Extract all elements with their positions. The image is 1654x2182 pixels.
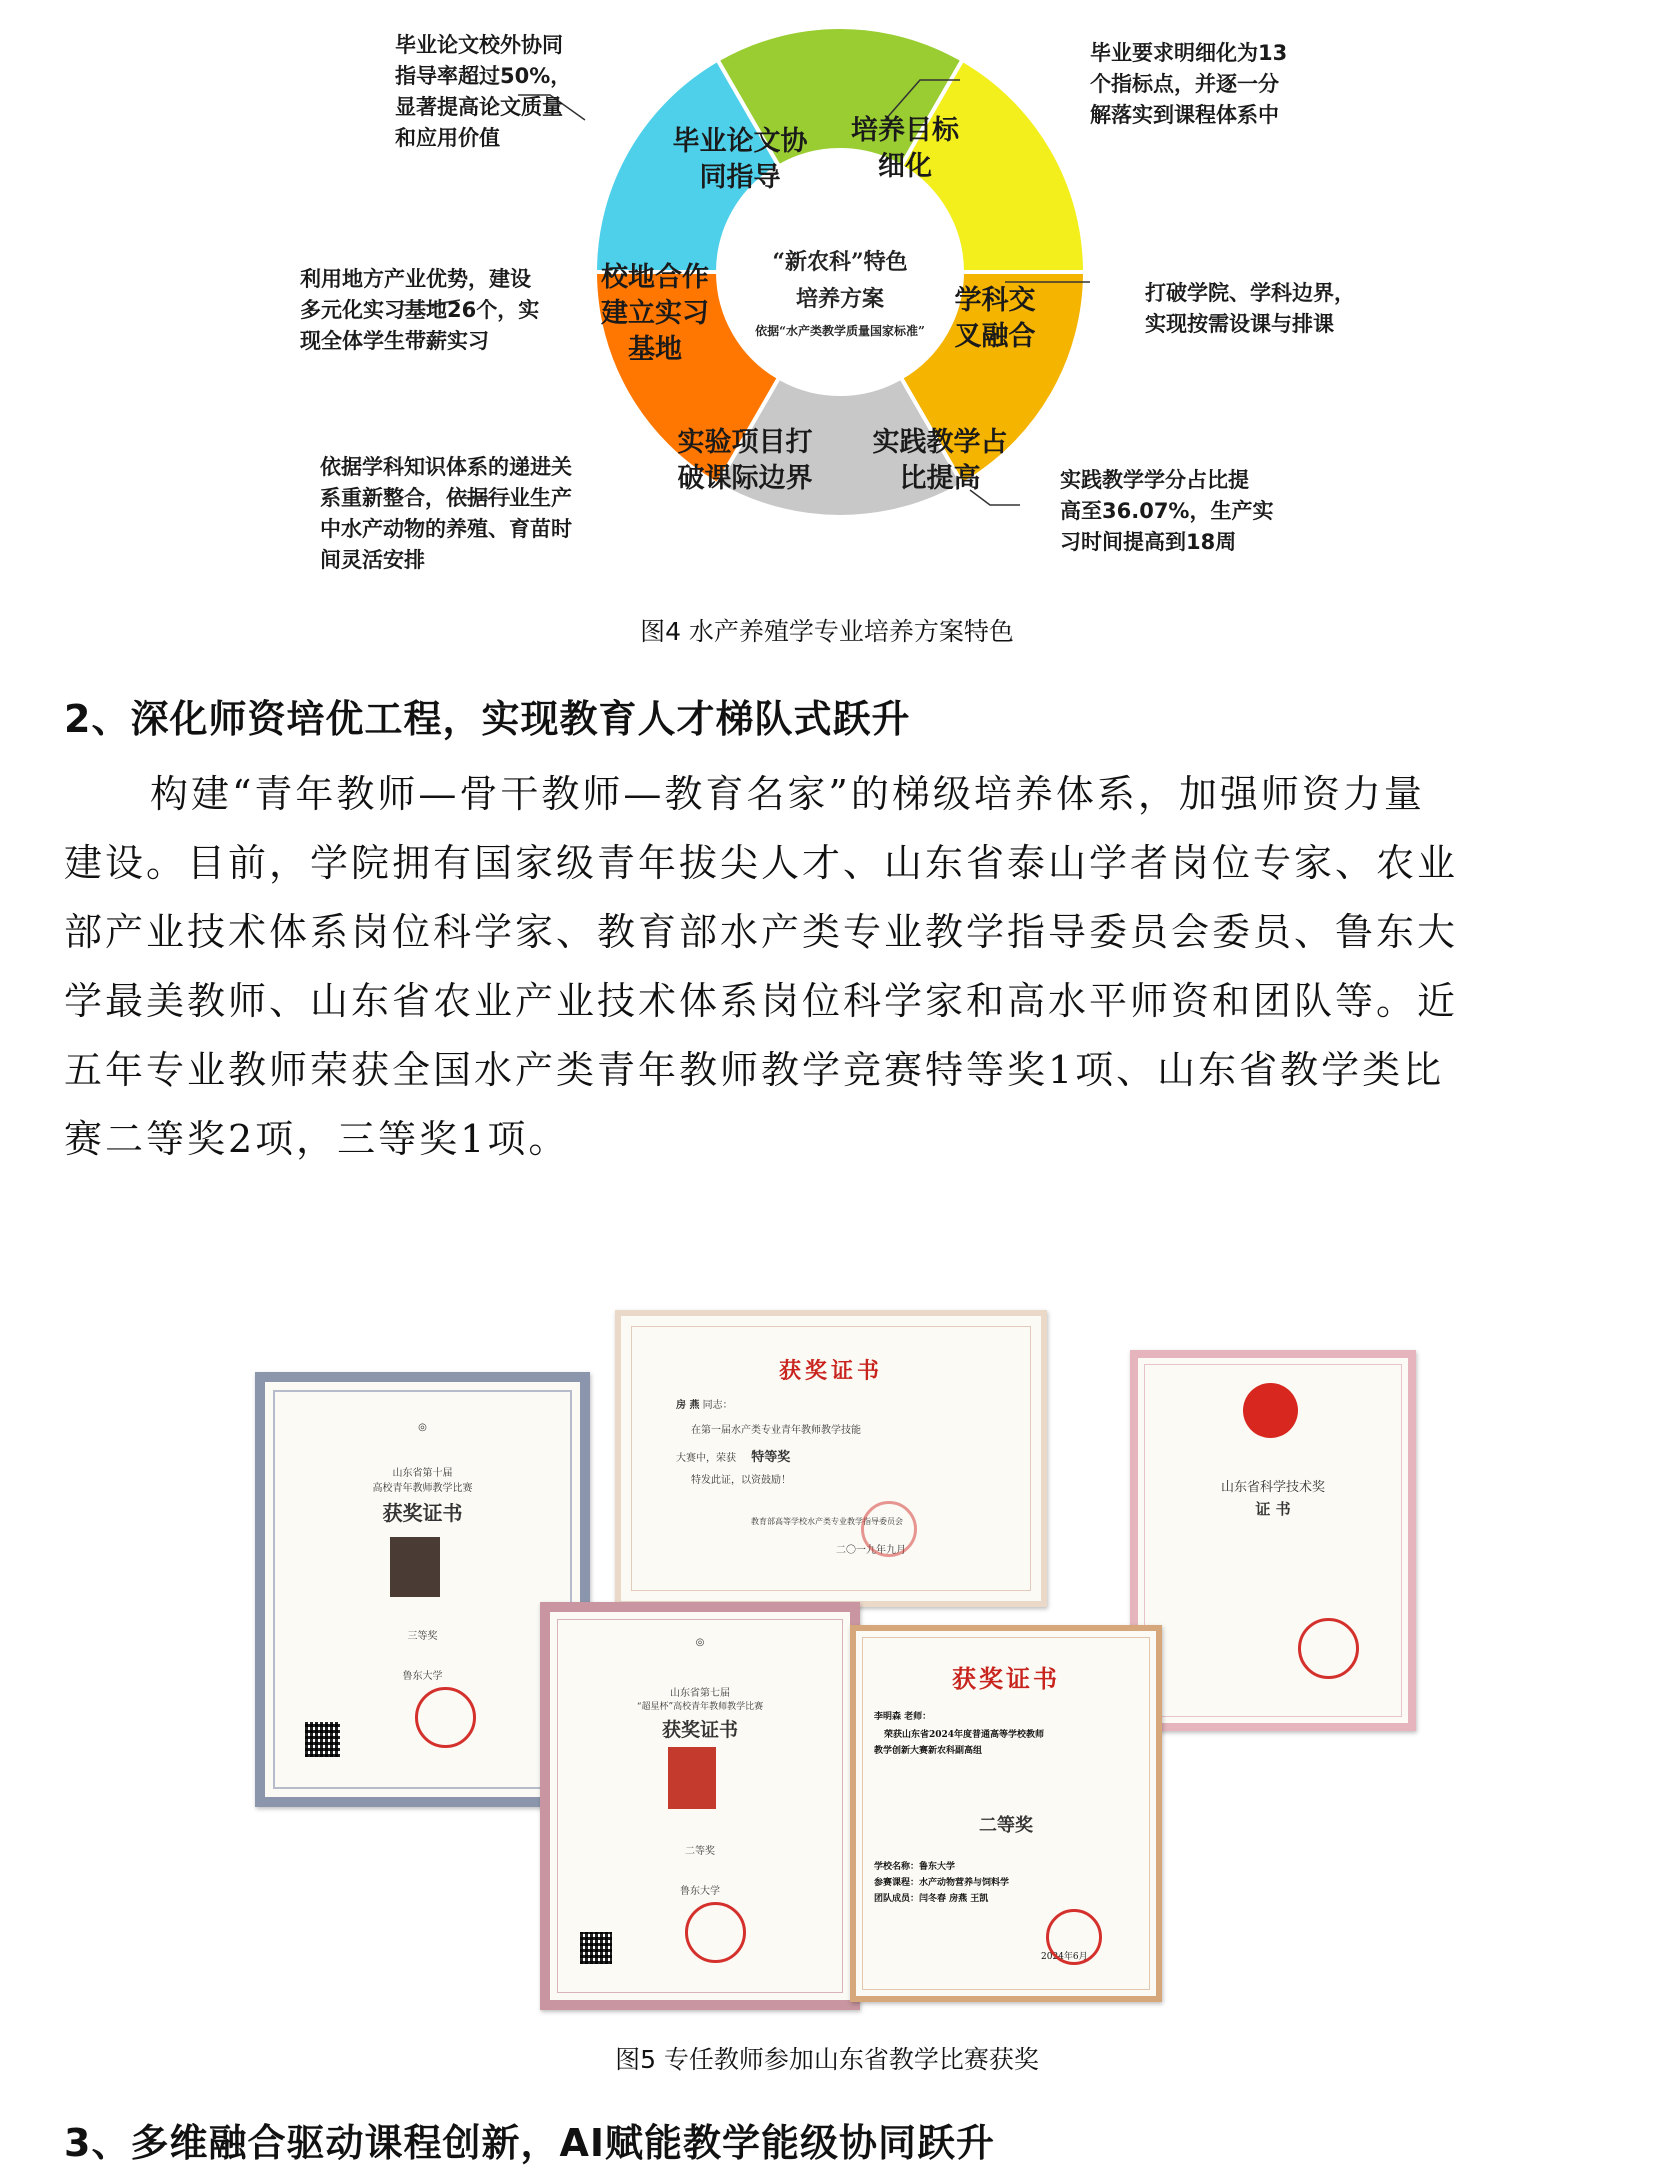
- segment-label-experiment: 实验项目打 破课际边界: [677, 427, 813, 494]
- center-note: 依据“水产类教学质量国家标准”: [755, 324, 925, 338]
- certificate-4-body1: 荣获山东省2024年度普通高等学校教师: [884, 1730, 1045, 1740]
- certificate-4-date: 2024年6月: [1041, 1952, 1088, 1962]
- paragraph-line: 五年专业教师荣获全国水产类青年教师教学竞赛特等奖1项、山东省教学类比: [64, 1048, 1445, 1092]
- figure-5-caption: 图5 专任教师参加山东省教学比赛获奖: [615, 2045, 1039, 2074]
- certificate-4-name: 李明森 老师：: [874, 1712, 932, 1722]
- certificate-4-title: 获奖证书: [952, 1664, 1060, 1693]
- segment-label-interdiscipline: 学科交 叉融合: [954, 285, 1036, 352]
- photo: [668, 1747, 716, 1809]
- certificate-2-body3: 特发此证，以资鼓励！: [691, 1475, 791, 1486]
- certificate-3-title: 获奖证书: [661, 1719, 738, 1741]
- red-seal: [1046, 1909, 1102, 1965]
- certificate-5-title: 证 书: [1255, 1500, 1291, 1518]
- segment-label-thesis: 毕业论文协 同指导: [672, 126, 808, 193]
- paragraph-line: 构建“青年教师—骨干教师—教育名家”的梯级培养体系，加强师资力量: [150, 772, 1425, 816]
- center-title: “新农科”特色: [772, 249, 908, 275]
- paragraph-line: 学最美教师、山东省农业产业技术体系岗位科学家和高水平师资和团队等。近: [64, 979, 1459, 1023]
- qr-code: [580, 1932, 612, 1964]
- qr-code: [305, 1722, 340, 1757]
- section-2-paragraph: [64, 760, 1584, 1174]
- certificate-3-award: 二等奖: [685, 1846, 715, 1857]
- certificate-2-body1: 在第一届水产类专业青年教师教学技能: [691, 1425, 861, 1436]
- annotation-top-left: 毕业论文校外协同 指导率超过50%， 显著提高论文质量 和应用价值: [395, 33, 572, 150]
- certificate-3-unit: 鲁东大学: [680, 1886, 720, 1897]
- certificate-2-body2: 大赛中，荣获: [676, 1453, 736, 1464]
- certificate-3-line2: “超星杯”高校青年教师教学比赛: [636, 1702, 764, 1712]
- segment-label-goals: 培养目标 细化: [851, 115, 959, 182]
- segment-label-practice: 实践教学占 比提高: [872, 427, 1008, 494]
- national-emblem: [1243, 1383, 1298, 1438]
- red-seal: [685, 1902, 746, 1963]
- certificate-2-title: 获奖证书: [778, 1358, 883, 1384]
- certificate-emblem: ◎: [695, 1637, 705, 1648]
- figure-5: [250, 1310, 1410, 2000]
- certificate-1-line2: 高校青年教师教学比赛: [372, 1483, 473, 1494]
- certificate-1-unit: 鲁东大学: [402, 1671, 443, 1682]
- red-seal: [415, 1687, 476, 1748]
- certificate-3-line1: 山东省第七届: [670, 1688, 730, 1699]
- certificate-2-name: 房 燕: [676, 1400, 700, 1411]
- certificate-2-date: 二〇一九年九月: [836, 1545, 906, 1556]
- red-seal: [1298, 1618, 1359, 1679]
- annotation-mid-right: 打破学院、学科边界， 实现按需设课与排课: [1145, 281, 1355, 336]
- certificate-4-school: 学校名称：鲁东大学: [874, 1862, 956, 1872]
- photo: [390, 1537, 440, 1597]
- center-subtitle: 培养方案: [795, 286, 884, 312]
- segment-label-cooperation: 校地合作 建立实习 基地: [601, 262, 709, 365]
- certificate-2-issuer: 教育部高等学校水产类专业教学指导委员会: [751, 1517, 903, 1526]
- certificate-4-award: 二等奖: [979, 1815, 1033, 1836]
- section-2-heading: 2、深化师资培优工程，实现教育人才梯队式跃升: [64, 697, 911, 741]
- certificate-4: [850, 1625, 1162, 2002]
- certificate-4-team: 团队成员：闫冬春 房燕 王凯: [874, 1894, 989, 1904]
- certificate-5-line1: 山东省科学技术奖: [1220, 1480, 1325, 1495]
- certificate-emblem: ◎: [418, 1422, 427, 1433]
- figure-4: [300, 20, 1360, 590]
- annotation-bottom-left: 依据学科知识体系的递进关 系重新整合，依据行业生产 中水产动物的养殖、育苗时 间灵活安排: [320, 455, 572, 572]
- annotation-mid-left: 利用地方产业优势，建设 多元化实习基地26个，实 现全体学生带薪实习: [300, 267, 540, 353]
- certificate-2-award: 特等奖: [751, 1450, 791, 1465]
- paragraph-line: 建设。目前，学院拥有国家级青年拔尖人才、山东省泰山学者岗位专家、农业: [64, 841, 1459, 885]
- figure-4-caption: 图4 水产养殖学专业培养方案特色: [640, 617, 1014, 646]
- paragraph-line: 赛二等奖2项，三等奖1项。: [64, 1117, 570, 1161]
- certificate-1-award: 三等奖: [407, 1631, 438, 1642]
- certificate-2: [615, 1310, 1047, 1607]
- certificate-5: [1130, 1350, 1416, 1731]
- annotation-top-right: 毕业要求明细化为13 个指标点，并逐一分 解落实到课程体系中: [1090, 41, 1288, 127]
- certificate-4-course: 参赛课程：水产动物营养与饲料学: [874, 1878, 1010, 1888]
- certificate-3: [540, 1602, 860, 2010]
- certificate-2-greeting: 同志：: [702, 1400, 733, 1411]
- certificate-1-line1: 山东省第十届: [392, 1468, 453, 1479]
- certificate-4-body2: 教学创新大赛新农科副高组: [874, 1746, 983, 1756]
- section-3-heading: 3、多维融合驱动课程创新，AI赋能教学能级协同跃升: [64, 2121, 995, 2165]
- certificate-1-title: 获奖证书: [382, 1501, 463, 1525]
- red-seal: [861, 1501, 917, 1557]
- paragraph-line: 部产业技术体系岗位科学家、教育部水产类专业教学指导委员会委员、鲁东大: [64, 910, 1459, 954]
- annotation-bottom-right: 实践教学学分占比提 高至36.07%，生产实 习时间提高到18周: [1060, 468, 1274, 554]
